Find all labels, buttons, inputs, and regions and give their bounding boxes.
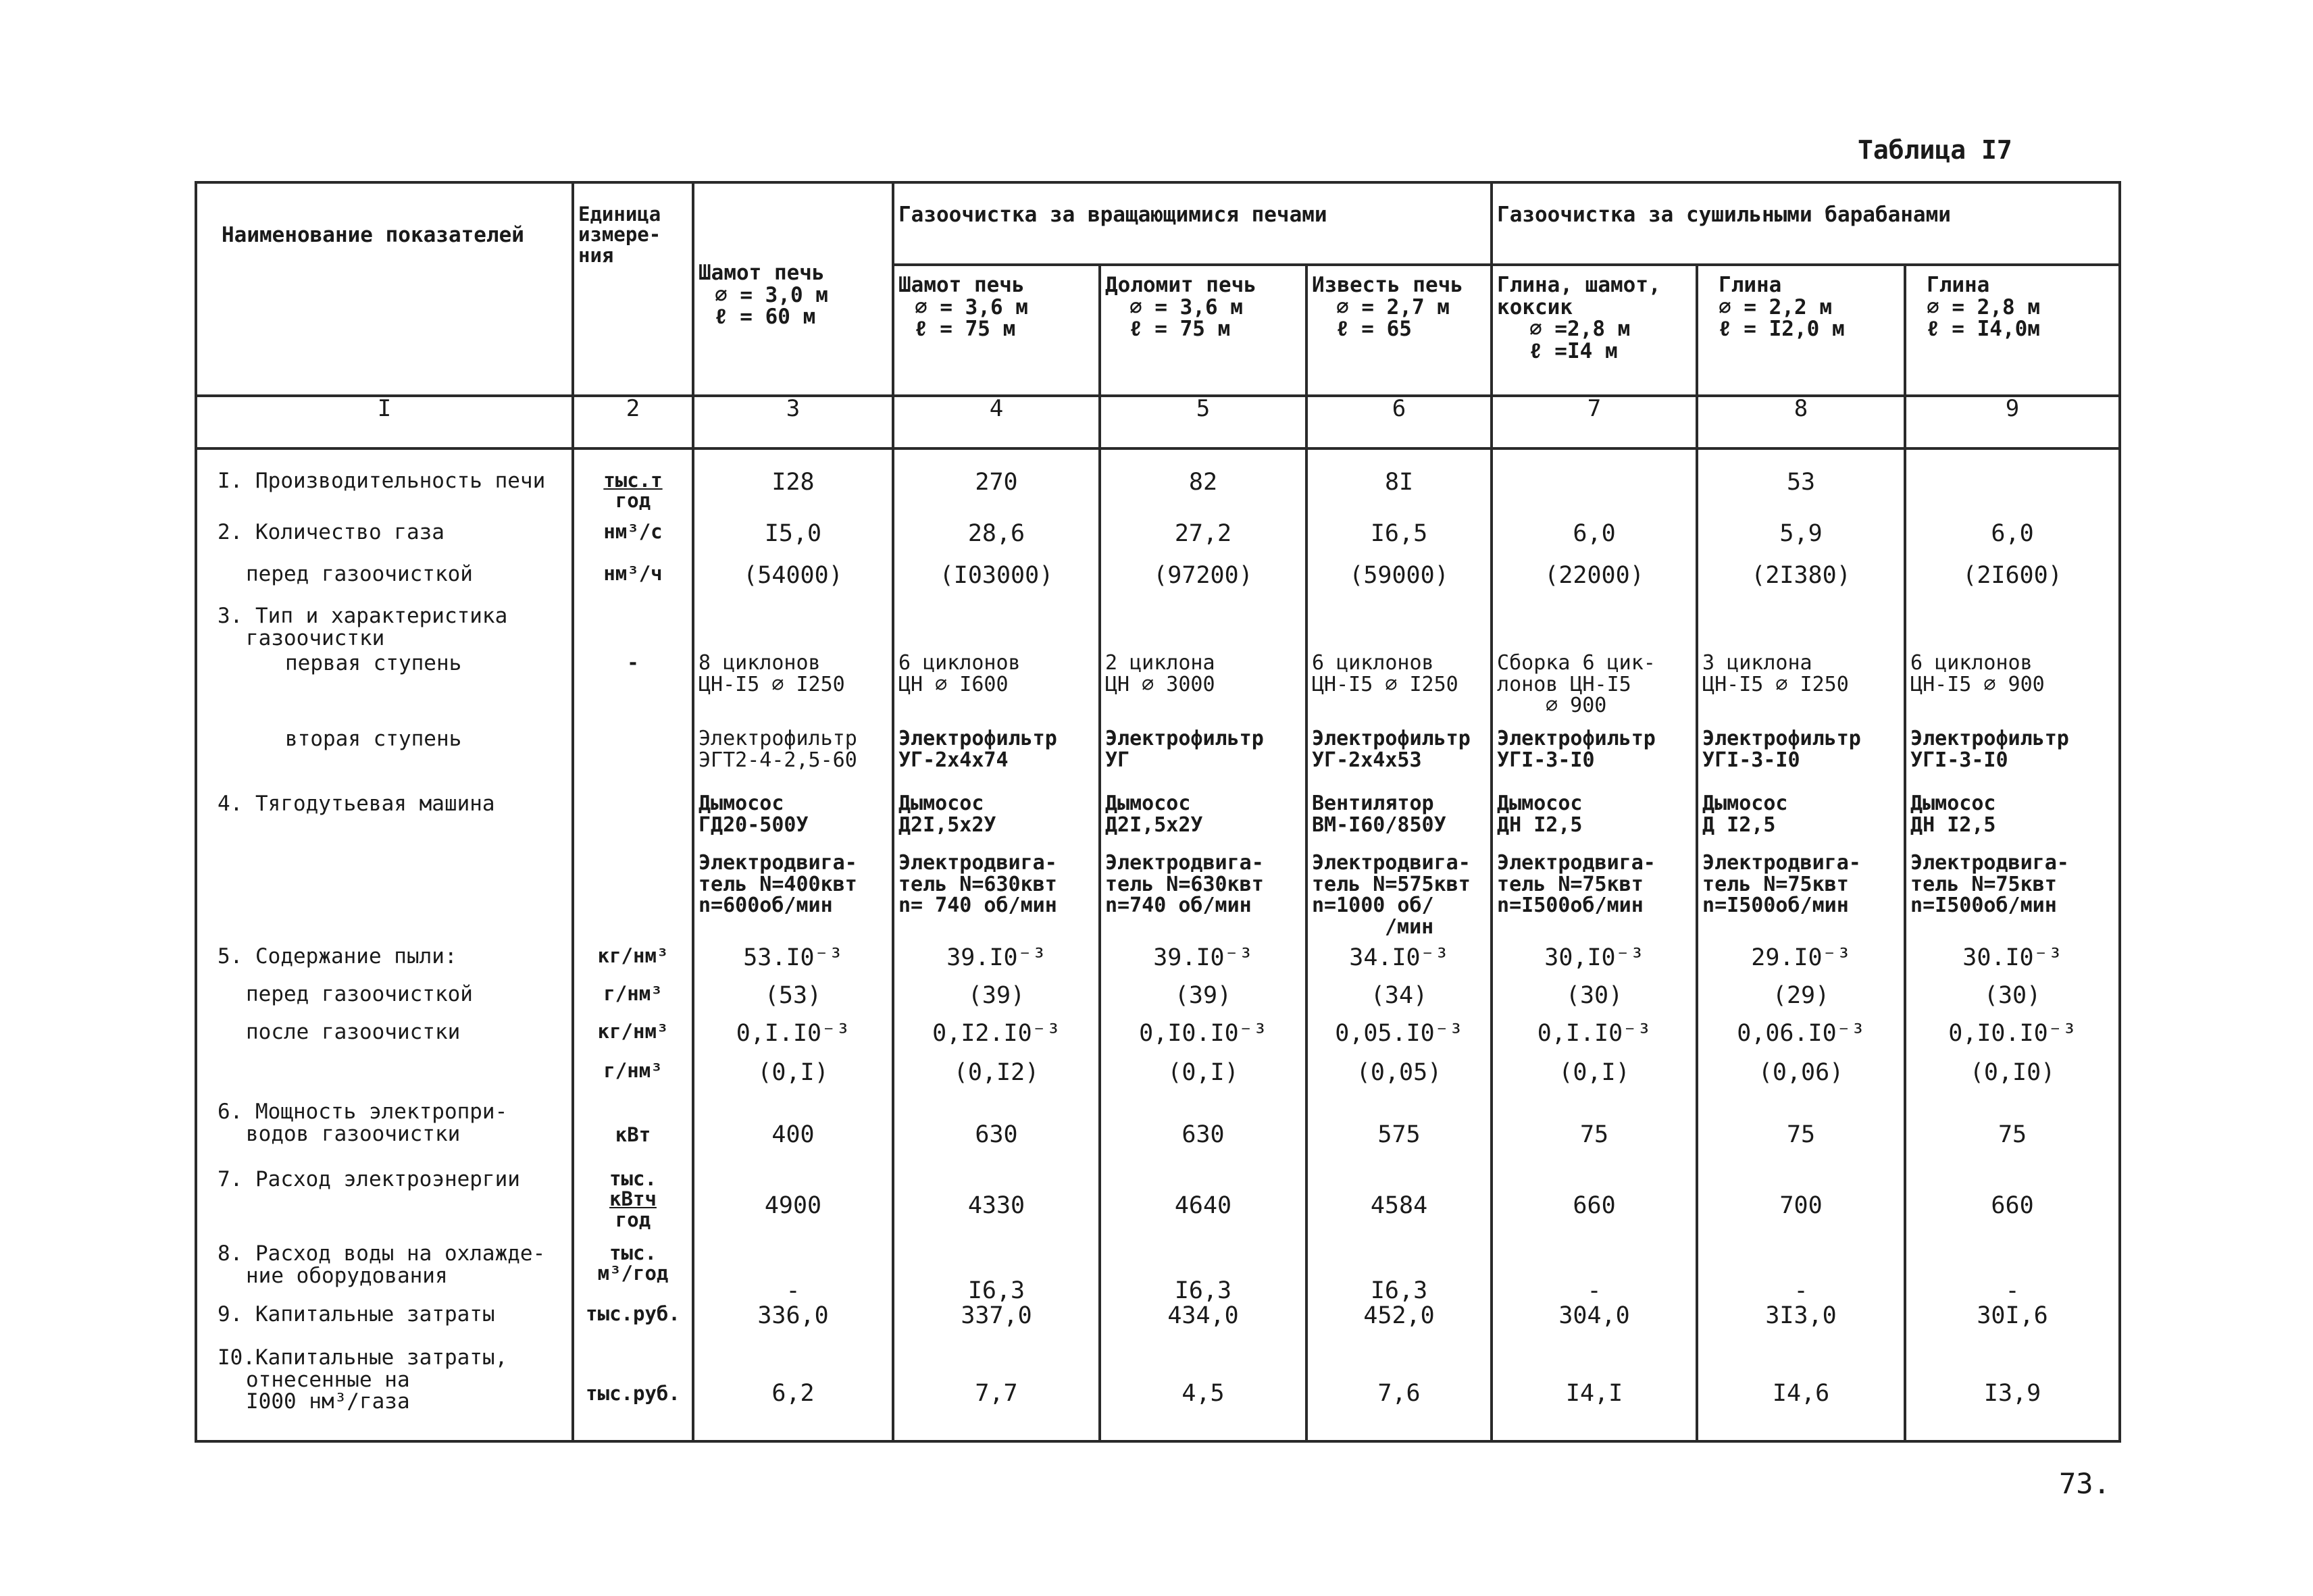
header-col7-line2: коксик [1497,294,1573,319]
row3b-c7-l1: Электрофильтр [1497,727,1656,750]
row1-unit [573,470,693,521]
row6-unit: кВт [573,1101,693,1168]
row5d-c8: (0,06) [1697,1060,1905,1101]
row7-name: 7. Расход электроэнергии [196,1168,573,1243]
colnum-8: 8 [1697,396,1905,448]
row3a-c3-l2: ЦН-I5 ∅ I250 [698,672,845,696]
row3a-c9-l2: ЦН-I5 ∅ 900 [1910,672,2045,696]
row8-c3: - [693,1243,893,1304]
row10-c5: 4,5 [1100,1347,1306,1441]
row4b-c8-l3: n=I500об/мин [1702,894,1849,917]
row3b-c6-l1: Электрофильтр [1312,727,1471,750]
header-col7-line1: Глина, шамот, [1497,273,1661,297]
row3b-c8 [1697,728,1905,793]
row4-c3-l1: Дымосос [698,792,784,815]
row4-c4-l1: Дымосос [898,792,984,815]
row3a-c9-l1: 6 циклонов [1910,651,2033,675]
row5c-unit: кг/нм³ [573,1021,693,1060]
header-col5-line2: ∅ = 3,6 м [1129,294,1243,319]
row3b-c8-l2: УГI-3-I0 [1702,748,1800,772]
header-indicator-name [196,182,573,396]
row3b-c9 [1905,728,2120,793]
row4b-c4 [893,852,1100,946]
header-col8-line1: Глина [1719,273,1782,297]
colnum-3: 3 [693,396,893,448]
row5d-c7: (0,I) [1492,1060,1697,1101]
row3a-c4-l2: ЦН ∅ I600 [898,672,1009,696]
row4b-c9-l1: Электродвига- [1910,851,2069,875]
row3a-c7-l2: лонов ЦН-I5 [1497,672,1631,696]
table-row [196,1347,2120,1441]
header-col9 [1905,265,2120,396]
row4-c9 [1905,793,2120,852]
row4-c8-l2: Д I2,5 [1702,813,1776,837]
row2-c3: I5,0 [693,521,893,563]
row4-c4-l2: Д2I,5х2У [898,813,996,837]
row2b-c8: (2I380) [1697,563,1905,605]
row4b-c5-l2: тель N=630квт [1105,872,1264,896]
row3b-c3-l1: Электрофильтр [698,727,857,750]
row4b-c3-l1: Электродвига- [698,851,857,875]
row5c-c4: 0,I2.I0⁻³ [893,1021,1100,1060]
row3a-c8-l1: 3 циклона [1702,651,1812,675]
row3a-c6-l1: 6 циклонов [1312,651,1434,675]
row5b-c3: (53) [693,983,893,1021]
header-col9-line3: ℓ = I4,0м [1927,317,2040,342]
row9-c3: 336,0 [693,1304,893,1347]
row4-c7-l1: Дымосос [1497,792,1583,815]
row4b-c3-l2: тель N=400квт [698,872,857,896]
table-row [196,1168,2120,1243]
row6-c9: 75 [1905,1101,2120,1168]
row4-c6-l1: Вентилятор [1312,792,1434,815]
row3a-c3-l1: 8 циклонов [698,651,821,675]
row4b-c5-l1: Электродвига- [1105,851,1264,875]
row4-c9-l2: ДН I2,5 [1910,813,1996,837]
row4b-c4-l3: n= 740 об/мин [898,894,1057,917]
row1-c5: 82 [1100,470,1306,521]
row4b-c7-l3: n=I500об/мин [1497,894,1644,917]
header-col6-line2: ∅ = 2,7 м [1336,294,1450,319]
row9-c8: 3I3,0 [1697,1304,1905,1347]
row5b-c8: (29) [1697,983,1905,1021]
row5-name: 5. Содержание пыли: [196,946,573,983]
header-col6 [1306,265,1492,396]
row10-c3: 6,2 [693,1347,893,1441]
group-rotary-kilns [893,182,1492,265]
table-row [196,521,2120,563]
row3a-c9 [1905,652,2120,728]
row6-c7: 75 [1492,1101,1697,1168]
row7-c8: 700 [1697,1168,1905,1243]
row3a-c7 [1492,652,1697,728]
row2-c4: 28,6 [893,521,1100,563]
row4b-c8 [1697,852,1905,946]
row5-c5: 39.I0⁻³ [1100,946,1306,983]
row5c-c9: 0,I0.I0⁻³ [1905,1021,2120,1060]
header-col4-line1: Шамот печь [898,273,1025,297]
row5d-c3: (0,I) [693,1060,893,1101]
row9-c7: 304,0 [1492,1304,1697,1347]
row1-c9 [1905,470,2120,521]
table-row [196,1060,2120,1101]
table-row [196,983,2120,1021]
row3b-c7-l2: УГI-3-I0 [1497,748,1595,772]
row7-c9: 660 [1905,1168,2120,1243]
row4b-c7-l2: тель N=75квт [1497,872,1644,896]
row6-name-l1: 6. Мощность электропри- [218,1100,508,1124]
row3b-c4-l2: УГ-2х4х74 [898,748,1009,772]
row5-c7: 30,I0⁻³ [1492,946,1697,983]
group-rotary-title: Газоочистка за вращающимися печами [898,203,1327,227]
row2-unit: нм³/с [573,521,693,563]
row4-c5-l2: Д2I,5х2У [1105,813,1203,837]
row8-c7: - [1492,1243,1697,1304]
row3a-c8-l2: ЦН-I5 ∅ I250 [1702,672,1849,696]
row3b-c9-l2: УГI-3-I0 [1910,748,2008,772]
table-row [196,605,2120,652]
row5-unit: кг/нм³ [573,946,693,983]
row4-c5-l1: Дымосос [1105,792,1191,815]
row2-c5: 27,2 [1100,521,1306,563]
row4b-c6 [1306,852,1492,946]
row1-unit-den: год [615,489,651,513]
row1-unit-num: тыс.т [603,469,663,492]
row3a-c5 [1100,652,1306,728]
row7-c4: 4330 [893,1168,1100,1243]
row8-name-l1: 8. Расход воды на охлажде- [218,1241,546,1266]
row2-c9: 6,0 [1905,521,2120,563]
colnum-7: 7 [1492,396,1697,448]
group-drying-drums [1492,182,2120,265]
row5c-c5: 0,I0.I0⁻³ [1100,1021,1306,1060]
row2b-c5: (97200) [1100,563,1306,605]
header-col9-line2: ∅ = 2,8 м [1927,294,2041,319]
row3a-c6 [1306,652,1492,728]
row4-c6-l2: ВМ-I60/850У [1312,813,1446,837]
row5c-name: после газоочистки [196,1021,573,1060]
row3-name [196,605,573,652]
row4-c4 [893,793,1100,852]
row2b-c7: (22000) [1492,563,1697,605]
row5d-c9: (0,I0) [1905,1060,2120,1101]
table-row [196,1304,2120,1347]
row10-name-l3: I000 нм³/газа [246,1389,410,1414]
header-col6-line3: ℓ = 65 [1336,317,1412,342]
row2-c8: 5,9 [1697,521,1905,563]
header-col3-line1: Шамот печь [698,261,825,285]
table-row [196,652,2120,728]
row5b-c4: (39) [893,983,1100,1021]
row3b-c6-l2: УГ-2х4х53 [1312,748,1422,772]
row4b-c5 [1100,852,1306,946]
row3a-c7-l1: Сборка 6 цик- [1497,651,1656,675]
row2b-unit: нм³/ч [573,563,693,605]
group-drum-title: Газоочистка за сушильными барабанами [1497,203,1951,227]
header-col2-text: Единица измере-ния [578,203,661,267]
row4b-c3 [693,852,893,946]
page-number: 73. [2059,1467,2110,1500]
row3b-c6 [1306,728,1492,793]
row4b-c3-l3: n=600об/мин [698,894,833,917]
row8-c8: - [1697,1243,1905,1304]
data-table [195,181,2121,1443]
row9-c9: 30I,6 [1905,1304,2120,1347]
header-col8 [1697,265,1905,396]
row6-c4: 630 [893,1101,1100,1168]
row9-c5: 434,0 [1100,1304,1306,1347]
row4b-c6-l3: n=1000 об/ [1312,894,1434,917]
row2b-c6: (59000) [1306,563,1492,605]
row1-name: I. Производительность печи [196,470,573,521]
row3a-c7-l3: ∅ 900 [1546,694,1607,717]
row3b-c4-l1: Электрофильтр [898,727,1057,750]
table-row [196,563,2120,605]
header-col9-line1: Глина [1927,273,1990,297]
row6-name [196,1101,573,1168]
row5b-c6: (34) [1306,983,1492,1021]
row7-unit [573,1168,693,1243]
row3b-c8-l1: Электрофильтр [1702,727,1861,750]
row7-c7: 660 [1492,1168,1697,1243]
row3b-c5-l2: УГ [1105,748,1130,772]
table-row [196,793,2120,852]
row9-unit: тыс.руб. [573,1304,693,1347]
row5b-c5: (39) [1100,983,1306,1021]
row8-unit-l2: м³/год [597,1262,669,1285]
row4b-c4-l2: тель N=630квт [898,872,1057,896]
row4-c7-l2: ДН I2,5 [1497,813,1583,837]
row3b-c3-l2: ЭГТ2-4-2,5-60 [698,748,857,772]
row8-name-l2: ние оборудования [246,1263,448,1288]
row1-c7 [1492,470,1697,521]
row4b-c6-l1: Электродвига- [1312,851,1471,875]
row8-name [196,1243,573,1304]
row8-unit [573,1243,693,1304]
row8-c4: I6,3 [893,1243,1100,1304]
row4-c3-l2: ГД20-500У [698,813,809,837]
table-row [196,1021,2120,1060]
header-col3-line3: ℓ = 60 м [715,305,816,330]
row6-c5: 630 [1100,1101,1306,1168]
header-col8-line2: ∅ = 2,2 м [1719,294,1833,319]
row7-unit-l3: год [615,1208,651,1231]
table-row [196,1243,2120,1304]
header-col3 [693,182,893,396]
header-col5 [1100,265,1306,396]
row4-name: 4. Тягодутьевая машина [196,793,573,852]
row3a-unit: - [573,652,693,728]
table-caption: Таблица I7 [1858,135,2012,165]
row4-c8 [1697,793,1905,852]
row4b-c9 [1905,852,2120,946]
row5b-c7: (30) [1492,983,1697,1021]
row6-c6: 575 [1306,1101,1492,1168]
colnum-1: I [196,396,573,448]
row4b-c8-l2: тель N=75квт [1702,872,1849,896]
row1-c8: 53 [1697,470,1905,521]
row4b-c9-l3: n=I500об/мин [1910,894,2057,917]
row10-c7: I4,I [1492,1347,1697,1441]
row3-name-line1: 3. Тип и характеристика [218,604,508,628]
row5-c9: 30.I0⁻³ [1905,946,2120,983]
row7-c5: 4640 [1100,1168,1306,1243]
row7-c6: 4584 [1306,1168,1492,1243]
column-number-row [196,396,2120,448]
row8-c5: I6,3 [1100,1243,1306,1304]
colnum-4: 4 [893,396,1100,448]
row6-c8: 75 [1697,1101,1905,1168]
row4b-c7-l1: Электродвига- [1497,851,1656,875]
row3a-c5-l2: ЦН ∅ 3000 [1105,672,1215,696]
header-col5-line3: ℓ = 75 м [1129,317,1231,342]
header-col7-line4: ℓ =I4 м [1529,338,1618,363]
row3a-c3 [693,652,893,728]
row3b-c7 [1492,728,1697,793]
row5d-c6: (0,05) [1306,1060,1492,1101]
row7-unit-l1: тыс. [609,1167,657,1190]
row10-c4: 7,7 [893,1347,1100,1441]
row5c-c7: 0,I.I0⁻³ [1492,1021,1697,1060]
row7-unit-l2: кВтч [609,1187,657,1211]
row9-c4: 337,0 [893,1304,1100,1347]
row10-name-l1: I0.Капитальные затраты, [218,1345,508,1370]
row5d-unit: г/нм³ [573,1060,693,1101]
header-col7 [1492,265,1697,396]
row5-c4: 39.I0⁻³ [893,946,1100,983]
row2-c7: 6,0 [1492,521,1697,563]
row3a-c4 [893,652,1100,728]
row4b-c6-l4: /мин [1385,915,1434,939]
row4b-c8-l1: Электродвига- [1702,851,1861,875]
row3a-name: первая ступень [196,652,573,728]
row4-c8-l1: Дымосос [1702,792,1788,815]
row8-c6: I6,3 [1306,1243,1492,1304]
header-col5-line1: Доломит печь [1105,273,1256,297]
row4b-c5-l3: n=740 об/мин [1105,894,1252,917]
row4-c5 [1100,793,1306,852]
row10-unit: тыс.руб. [573,1347,693,1441]
header-col7-line3: ∅ =2,8 м [1529,317,1631,342]
row2b-c3: (54000) [693,563,893,605]
row2-c6: I6,5 [1306,521,1492,563]
row5-c3: 53.I0⁻³ [693,946,893,983]
row2b-name: перед газоочисткой [196,563,573,605]
row4-c3 [693,793,893,852]
row2b-c9: (2I600) [1905,563,2120,605]
row5d-c5: (0,I) [1100,1060,1306,1101]
table-row [196,728,2120,793]
row2-name: 2. Количество газа [196,521,573,563]
row4-c6 [1306,793,1492,852]
row5b-c9: (30) [1905,983,2120,1021]
row9-c6: 452,0 [1306,1304,1492,1347]
table-row [196,946,2120,983]
row8-c9: - [1905,1243,2120,1304]
colnum-6: 6 [1306,396,1492,448]
row10-c8: I4,6 [1697,1347,1905,1441]
row5b-unit: г/нм³ [573,983,693,1021]
row5-c8: 29.I0⁻³ [1697,946,1905,983]
row3a-c5-l1: 2 циклона [1105,651,1215,675]
row3b-c5-l1: Электрофильтр [1105,727,1264,750]
row6-c3: 400 [693,1101,893,1168]
row10-name-l2: отнесенные на [246,1367,410,1392]
row5-c6: 34.I0⁻³ [1306,946,1492,983]
row2b-c4: (I03000) [893,563,1100,605]
row7-c3: 4900 [693,1168,893,1243]
row10-c9: I3,9 [1905,1347,2120,1441]
table-row [196,852,2120,946]
row9-name: 9. Капитальные затраты [196,1304,573,1347]
header-col4-line3: ℓ = 75 м [915,317,1016,342]
row10-c6: 7,6 [1306,1347,1492,1441]
row4b-c7 [1492,852,1697,946]
row3a-c8 [1697,652,1905,728]
row1-c4: 270 [893,470,1100,521]
row10-name [196,1347,573,1441]
row3b-c4 [893,728,1100,793]
row1-c3: I28 [693,470,893,521]
colnum-9: 9 [1905,396,2120,448]
row3b-c5 [1100,728,1306,793]
row5d-c4: (0,I2) [893,1060,1100,1101]
row3a-c6-l2: ЦН-I5 ∅ I250 [1312,672,1458,696]
row6-name-l2: водов газоочистки [246,1121,461,1146]
row4-c7 [1492,793,1697,852]
row3-name-line2: газоочистки [246,625,385,650]
row3b-name: вторая ступень [196,728,573,793]
header-unit [573,182,693,396]
header-col6-line1: Известь печь [1312,273,1463,297]
header-col8-line3: ℓ = I2,0 м [1719,317,1845,342]
row3b-c3 [693,728,893,793]
table-row [196,470,2120,521]
row1-c6: 8I [1306,470,1492,521]
row5c-c8: 0,06.I0⁻³ [1697,1021,1905,1060]
header-col3-line2: ∅ = 3,0 м [715,282,828,307]
colnum-2: 2 [573,396,693,448]
row5c-c6: 0,05.I0⁻³ [1306,1021,1492,1060]
row4b-c4-l1: Электродвига- [898,851,1057,875]
header-col4-line2: ∅ = 3,6 м [915,294,1028,319]
row4b-c6-l2: тель N=575квт [1312,872,1471,896]
row3b-c9-l1: Электрофильтр [1910,727,2069,750]
row4-c9-l1: Дымосос [1910,792,1996,815]
header-col1-text: Наименование показателей [222,223,524,247]
row4b-c9-l2: тель N=75квт [1910,872,2057,896]
row8-unit-l1: тыс. [609,1241,657,1264]
header-col4 [893,265,1100,396]
colnum-5: 5 [1100,396,1306,448]
table-row [196,1101,2120,1168]
row5c-c3: 0,I.I0⁻³ [693,1021,893,1060]
row5b-name: перед газоочисткой [196,983,573,1021]
row3a-c4-l1: 6 циклонов [898,651,1021,675]
